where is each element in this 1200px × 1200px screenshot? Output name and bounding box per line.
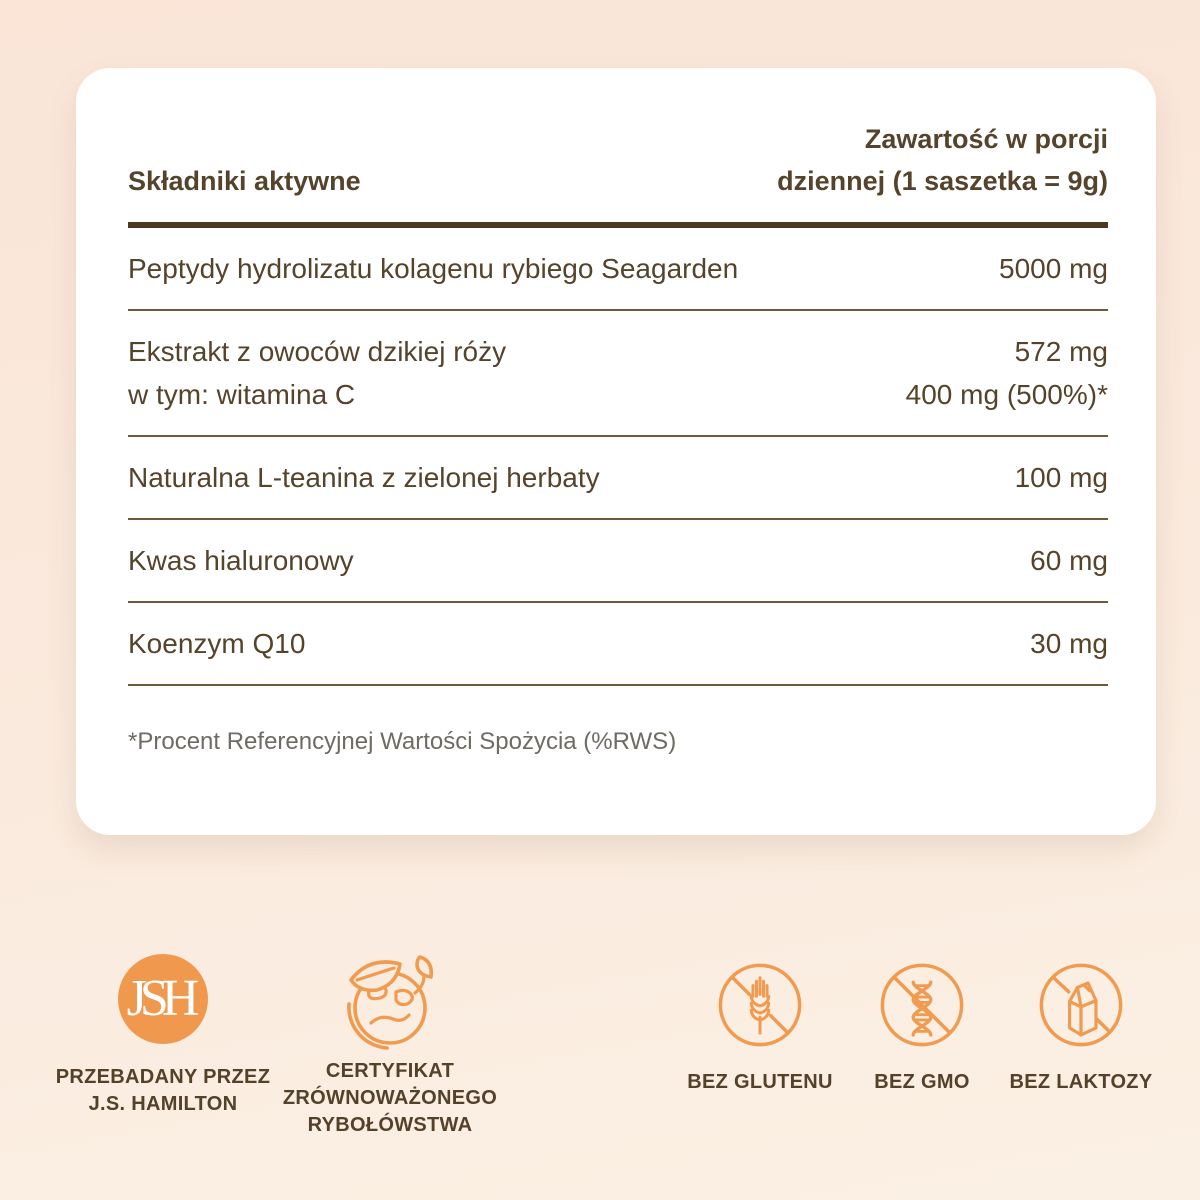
ingredient-amount: 100 mg <box>1014 462 1108 493</box>
no-lactose-icon <box>1037 961 1125 1049</box>
badge-jsh-label-line2: J.S. HAMILTON <box>88 1093 238 1115</box>
table-row <box>128 603 1108 686</box>
ingredient-name: Naturalna L-teanina z zielonej herbaty <box>128 462 600 493</box>
table-header-right-line1: Zawartość w porcji <box>864 124 1108 154</box>
ingredient-amount: 60 mg <box>1030 545 1108 576</box>
ingredients-card <box>76 68 1156 835</box>
jsh-monogram: JSH <box>126 970 193 1027</box>
ingredient-amount: 5000 mg <box>999 253 1108 284</box>
badge-gluten-label: BEZ GLUTENU <box>687 1071 833 1093</box>
badge-gmo-label: BEZ GMO <box>874 1071 970 1093</box>
no-gluten-icon <box>716 961 804 1049</box>
table-header-right <box>777 118 1108 202</box>
ingredient-name: Peptydy hydrolizatu kolagenu rybiego Seagarden <box>128 253 739 284</box>
badge-certificate-label-line1: CERTYFIKAT <box>325 1060 455 1082</box>
badge-lactose-free <box>971 961 1191 1096</box>
badge-sustainable-fishery <box>250 944 530 1139</box>
table-header-left: Składniki aktywne <box>128 166 361 196</box>
table-header-right-line2: dziennej (1 saszetka = 9g) <box>777 166 1108 196</box>
table-row <box>128 311 1108 437</box>
ingredient-name: Koenzym Q10 <box>128 628 306 659</box>
table-header <box>128 118 1108 202</box>
ingredient-name: Kwas hialuronowy <box>128 545 354 576</box>
ingredient-name: Ekstrakt z owoców dzikiej róży <box>128 336 507 367</box>
rws-footnote: *Procent Referencyjnej Wartości Spożycia (%RWS) <box>128 728 677 755</box>
globe-leaf-icon <box>335 944 445 1054</box>
badge-jsh-label-line1: PRZEBADANY PRZEZ <box>55 1066 271 1088</box>
ingredient-amount: 30 mg <box>1030 628 1108 659</box>
badge-certificate-label-line3: RYBOŁÓWSTWA <box>307 1114 473 1136</box>
ingredient-amount: 572 mg <box>1014 336 1108 367</box>
badge-certificate-label-line2: ZRÓWNOWAŻONEGO <box>282 1087 498 1109</box>
table-row <box>128 437 1108 520</box>
ingredient-subamount: 400 mg (500%)* <box>905 379 1108 410</box>
no-gmo-icon <box>878 961 966 1049</box>
jsh-logo-icon <box>118 954 208 1044</box>
table-row <box>128 228 1108 311</box>
badge-lactose-label: BEZ LAKTOZY <box>1009 1071 1153 1093</box>
table-row <box>128 520 1108 603</box>
ingredient-subname: w tym: witamina C <box>128 379 356 410</box>
